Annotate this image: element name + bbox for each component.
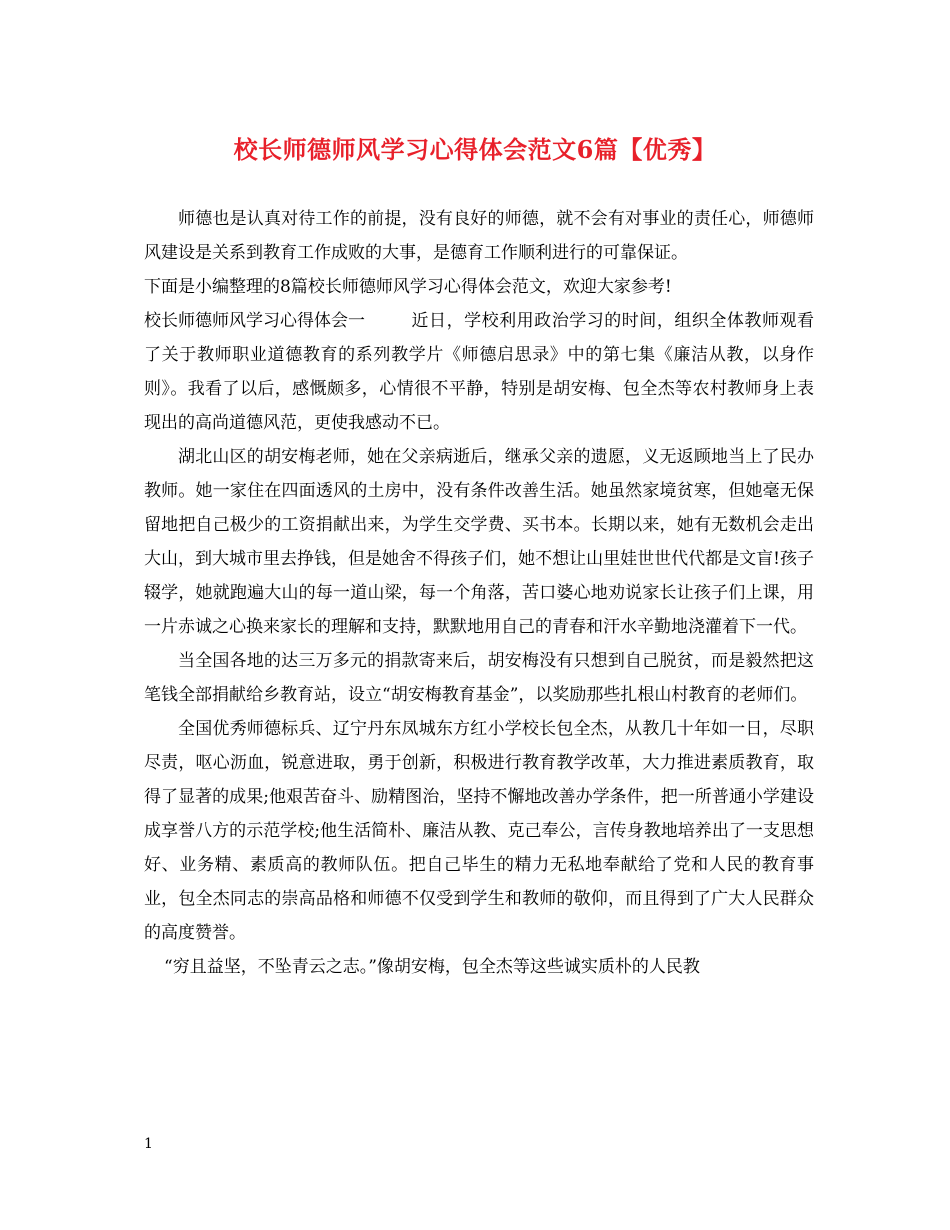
body-paragraph: “穷且益坚，不坠青云之志。”像胡安梅，包全杰等这些诚实质朴的人民教	[164, 957, 700, 977]
section-paragraph	[144, 304, 814, 440]
body-paragraph: 全国优秀师德标兵、辽宁丹东凤城东方红小学校长包全杰，从教几十年如一日，尽职尽责，呕心沥血，锐意进取，勇于创新，积极进行教育教学改革，大力推进素质教育，取得了显著的成果;他艰苦奋斗、励精图治，坚持不懈地改善办学条件，把一所普通小学建设成享誉八方的示范学校;他生活简朴、廉洁从教、克己奉公，言传身教地培养出了一支思想好、业务精、素质高的教师队伍。把自己毕生的精力无私地奉献给了党和人民的教育事业，包全杰同志的崇高品格和师德不仅受到学生和教师的敬仰，而且得到了广大人民群众的高度赞誉。	[144, 719, 814, 943]
document-body	[144, 202, 814, 984]
body-paragraph: 当全国各地的达三万多元的捐款寄来后，胡安梅没有只想到自己脱贫，而是毅然把这笔钱全部捐献给乡教育站，设立“胡安梅教育基金”，以奖励那些扎根山村教育的老师们。	[144, 651, 814, 705]
page-number: 1	[144, 1136, 153, 1152]
body-paragraph: 湖北山区的胡安梅老师，她在父亲病逝后，继承父亲的遗愿，义无返顾地当上了民办教师。她一家住在四面透风的土房中，没有条件改善生活。她虽然家境贫寒，但她毫无保留地把自己极少的工资捐献出来，为学生交学费、买书本。长期以来，她有无数机会走出大山，到大城市里去挣钱，但是她舍不得孩子们，她不想让山里娃世世代代都是文盲!孩子辍学，她就跑遍大山的每一道山梁，每一个角落，苦口婆心地劝说家长让孩子们上课，用一片赤诚之心换来家长的理解和支持，默默地用自己的青春和汗水辛勤地浇灌着下一代。	[144, 447, 814, 637]
section-opening-text: 近日，学校利用政治学习的时间，组织全体教师观看了关于教师职业道德教育的系列教学片《师德启思录》中的第七集《廉洁从教，以身作则》。我看了以后，感慨颇多，心情很不平静，特别是胡安梅、包全杰等农村教师身上表现出的高尚道德风范，更使我感动不已。	[144, 311, 814, 433]
document-title: 校长师德师风学习心得体会范文6篇【优秀】	[233, 135, 717, 164]
section-heading: 校长师德师风学习心得体会一	[144, 311, 365, 331]
intro-paragraph: 师德也是认真对待工作的前提，没有良好的师德，就不会有对事业的责任心，师德师风建设是关系到教育工作成败的大事，是德育工作顺利进行的可靠保证。	[144, 209, 814, 263]
intro-paragraph: 下面是小编整理的8篇校长师德师风学习心得体会范文，欢迎大家参考!	[144, 277, 672, 297]
